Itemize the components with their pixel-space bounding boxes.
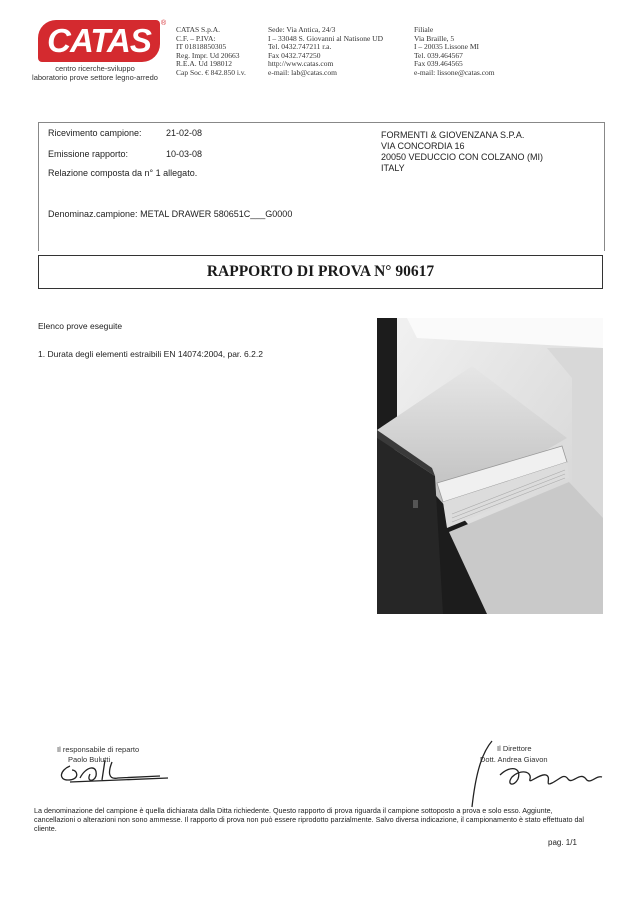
right-signature-image <box>440 735 610 815</box>
company-details: CATAS S.p.A. C.F. – P.IVA: IT 01818850305 Reg. Impr. Ud 20663 R.E.A. Ud 198012 Cap Soc. € 842.850 i.v. <box>176 25 246 77</box>
tests-heading: Elenco prove eseguite <box>38 321 123 331</box>
denomination-row <box>48 209 292 219</box>
disclaimer-text: La denominazione del campione è quella dichiarata dalla Ditta richiedente. Questo rapporto di prova riguarda il campione sottoposto a prova e solo esso. Aggiunte, cancellazioni o alterazioni non sono ammesse. Il rapporto di prova non può essere riprodotto parzialmente. Salvo diversa indicazione, il campionamento è stato effettuato dal cliente. <box>34 806 585 834</box>
headquarters-address: Sede: Via Antica, 24/3 I – 33048 S. Giovanni al Natisone UD Tel. 0432.747211 r.a. Fax 0432.747250 http://www.catas.com e-mail: lab@catas.com <box>268 25 383 77</box>
report-title-box <box>38 255 603 289</box>
received-row <box>48 128 202 138</box>
client-address: FORMENTI & GIOVENZANA S.P.A. VIA CONCORDIA 16 20050 VEDUCCIO CON COLZANO (MI) ITALY <box>381 130 544 173</box>
issued-label: Emissione rapporto: <box>48 149 129 159</box>
denomination-value: METAL DRAWER 580651C___G0000 <box>140 209 293 219</box>
test-item: 1. Durata degli elementi estraibili EN 14074:2004, par. 6.2.2 <box>38 349 263 359</box>
page-number: pag. 1/1 <box>548 838 577 847</box>
report-title: RAPPORTO DI PROVA N° 90617 <box>206 263 435 280</box>
logo-wordmark: CATAS <box>38 20 160 62</box>
attachments-note: Relazione composta da n° 1 allegato. <box>48 168 198 178</box>
branch-address: Filiale Via Braille, 5 I – 20035 Lissone MI Tel. 039.464567 Fax 039.464565 e-mail: lissone@catas.com <box>414 25 495 77</box>
left-signature-image <box>50 748 180 788</box>
right-signer-role: Il Direttore <box>497 744 532 753</box>
right-signer-name: Dott. Andrea Giavon <box>480 755 548 764</box>
denomination-label: Denominaz.campione: <box>48 209 138 219</box>
issued-date: 10-03-08 <box>166 149 203 159</box>
registered-mark: ® <box>161 20 167 27</box>
issued-row <box>48 149 202 159</box>
logo-tagline: centro ricerche-sviluppo laboratorio prove settore legno-arredo <box>32 64 158 82</box>
left-signer-name: Paolo Bulutti <box>68 755 111 764</box>
received-date: 21-02-08 <box>166 128 203 138</box>
sample-photo <box>377 318 603 614</box>
left-signer-role: Il responsabile di reparto <box>57 745 140 754</box>
received-label: Ricevimento campione: <box>48 128 142 138</box>
drawer-illustration <box>377 318 603 614</box>
